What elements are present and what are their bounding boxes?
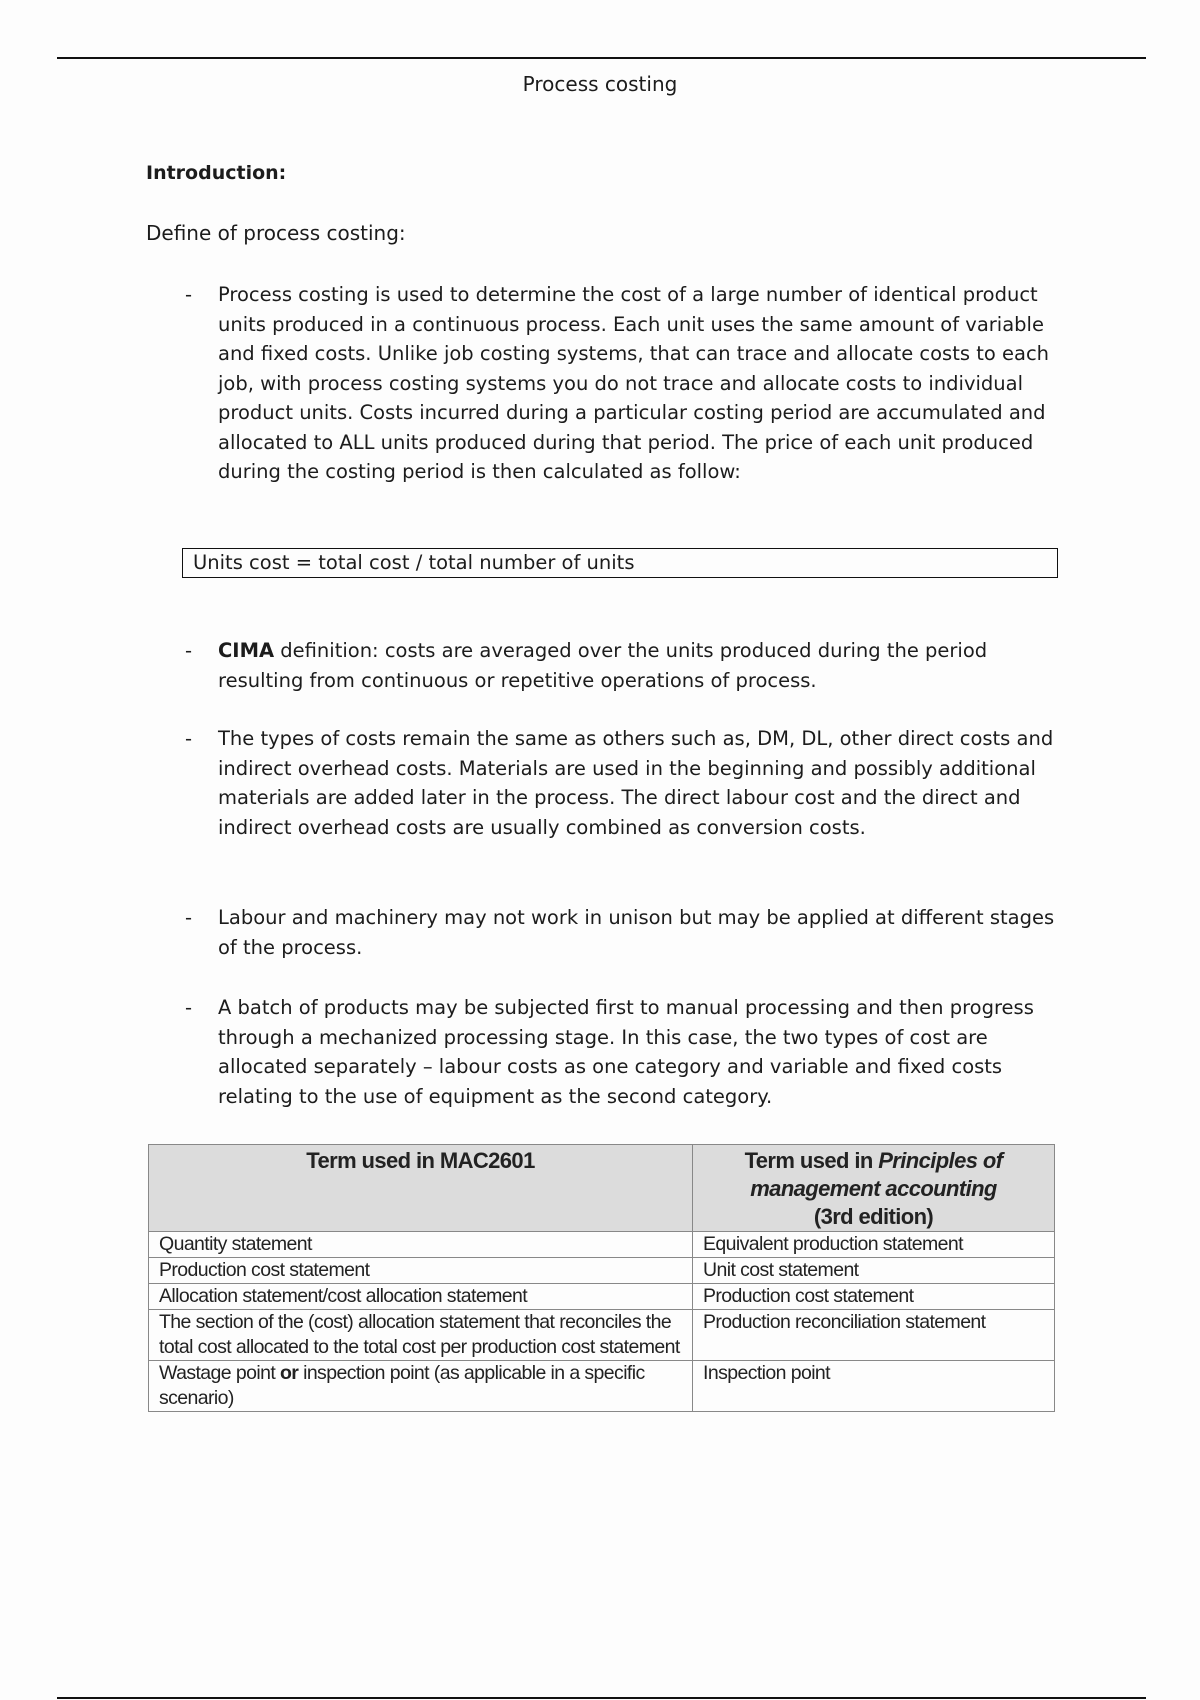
bullet-item: [185, 993, 1065, 1111]
header-principles: Term used in Principles of management accounting (3rd edition): [693, 1145, 1055, 1232]
table-row: Wastage point or inspection point (as applicable in a specific scenario) Inspection point: [149, 1361, 1055, 1412]
bullet-item: [185, 724, 1065, 842]
intro-heading: Introduction:: [146, 162, 287, 184]
bullet-bold: CIMA: [218, 639, 275, 662]
bullet-dash: -: [185, 283, 193, 306]
terminology-table: [148, 1144, 1055, 1412]
bullet-text: Process costing is used to determine the cost of a large number of identical product units produced in a continuous process. Each unit uses the same amount of variable and fixed costs. Unlike job costing systems, that can trace and allocate costs to each job, with process costing systems you do not trace and allocate costs to individual product units. Costs incurred during a particular costing period are accumulated and allocated to ALL units produced during that period. The price of each unit produced during the costing period is then calculated as follow:: [218, 283, 1050, 483]
define-label: Define of process costing:: [146, 221, 406, 245]
bullet-dash: -: [185, 906, 193, 929]
table-header-row: [149, 1145, 1055, 1232]
table-row: Quantity statement Equivalent production statement: [149, 1232, 1055, 1258]
bullet-dash: -: [185, 727, 193, 750]
bullet-dash: -: [185, 996, 193, 1019]
bullet-item: [185, 280, 1065, 487]
table-row: The section of the (cost) allocation statement that reconciles the total cost allocated to the total cost per production cost statement Production reconciliation statement: [149, 1310, 1055, 1361]
table-row: Allocation statement/cost allocation statement Production cost statement: [149, 1284, 1055, 1310]
bullet-dash: -: [185, 639, 193, 662]
bullet-text: The types of costs remain the same as others such as, DM, DL, other direct costs and indirect overhead costs. Materials are used in the beginning and possibly additional materials are added later in the process. The direct labour cost and the direct and indirect overhead costs are usually combined as conversion costs.: [218, 727, 1054, 839]
page-title: Process costing: [522, 72, 678, 96]
bullet-text: Labour and machinery may not work in unison but may be applied at different stages of the process.: [218, 906, 1055, 959]
bullet-item: [185, 903, 1065, 962]
table-row: Production cost statement Unit cost statement: [149, 1258, 1055, 1284]
bullet-item: [185, 636, 1065, 695]
header-mac2601: Term used in MAC2601: [149, 1145, 693, 1232]
bullet-text: definition: costs are averaged over the units produced during the period resulting from continuous or repetitive operations of process.: [218, 639, 988, 692]
formula-box: Units cost = total cost / total number of units: [182, 548, 1058, 578]
header-rule: [57, 57, 1146, 59]
footer-rule: [57, 1697, 1146, 1699]
bullet-text: A batch of products may be subjected first to manual processing and then progress through a mechanized processing stage. In this case, the two types of cost are allocated separately – labour costs as one category and variable and fixed costs relating to the use of equipment as the second category.: [218, 996, 1034, 1108]
